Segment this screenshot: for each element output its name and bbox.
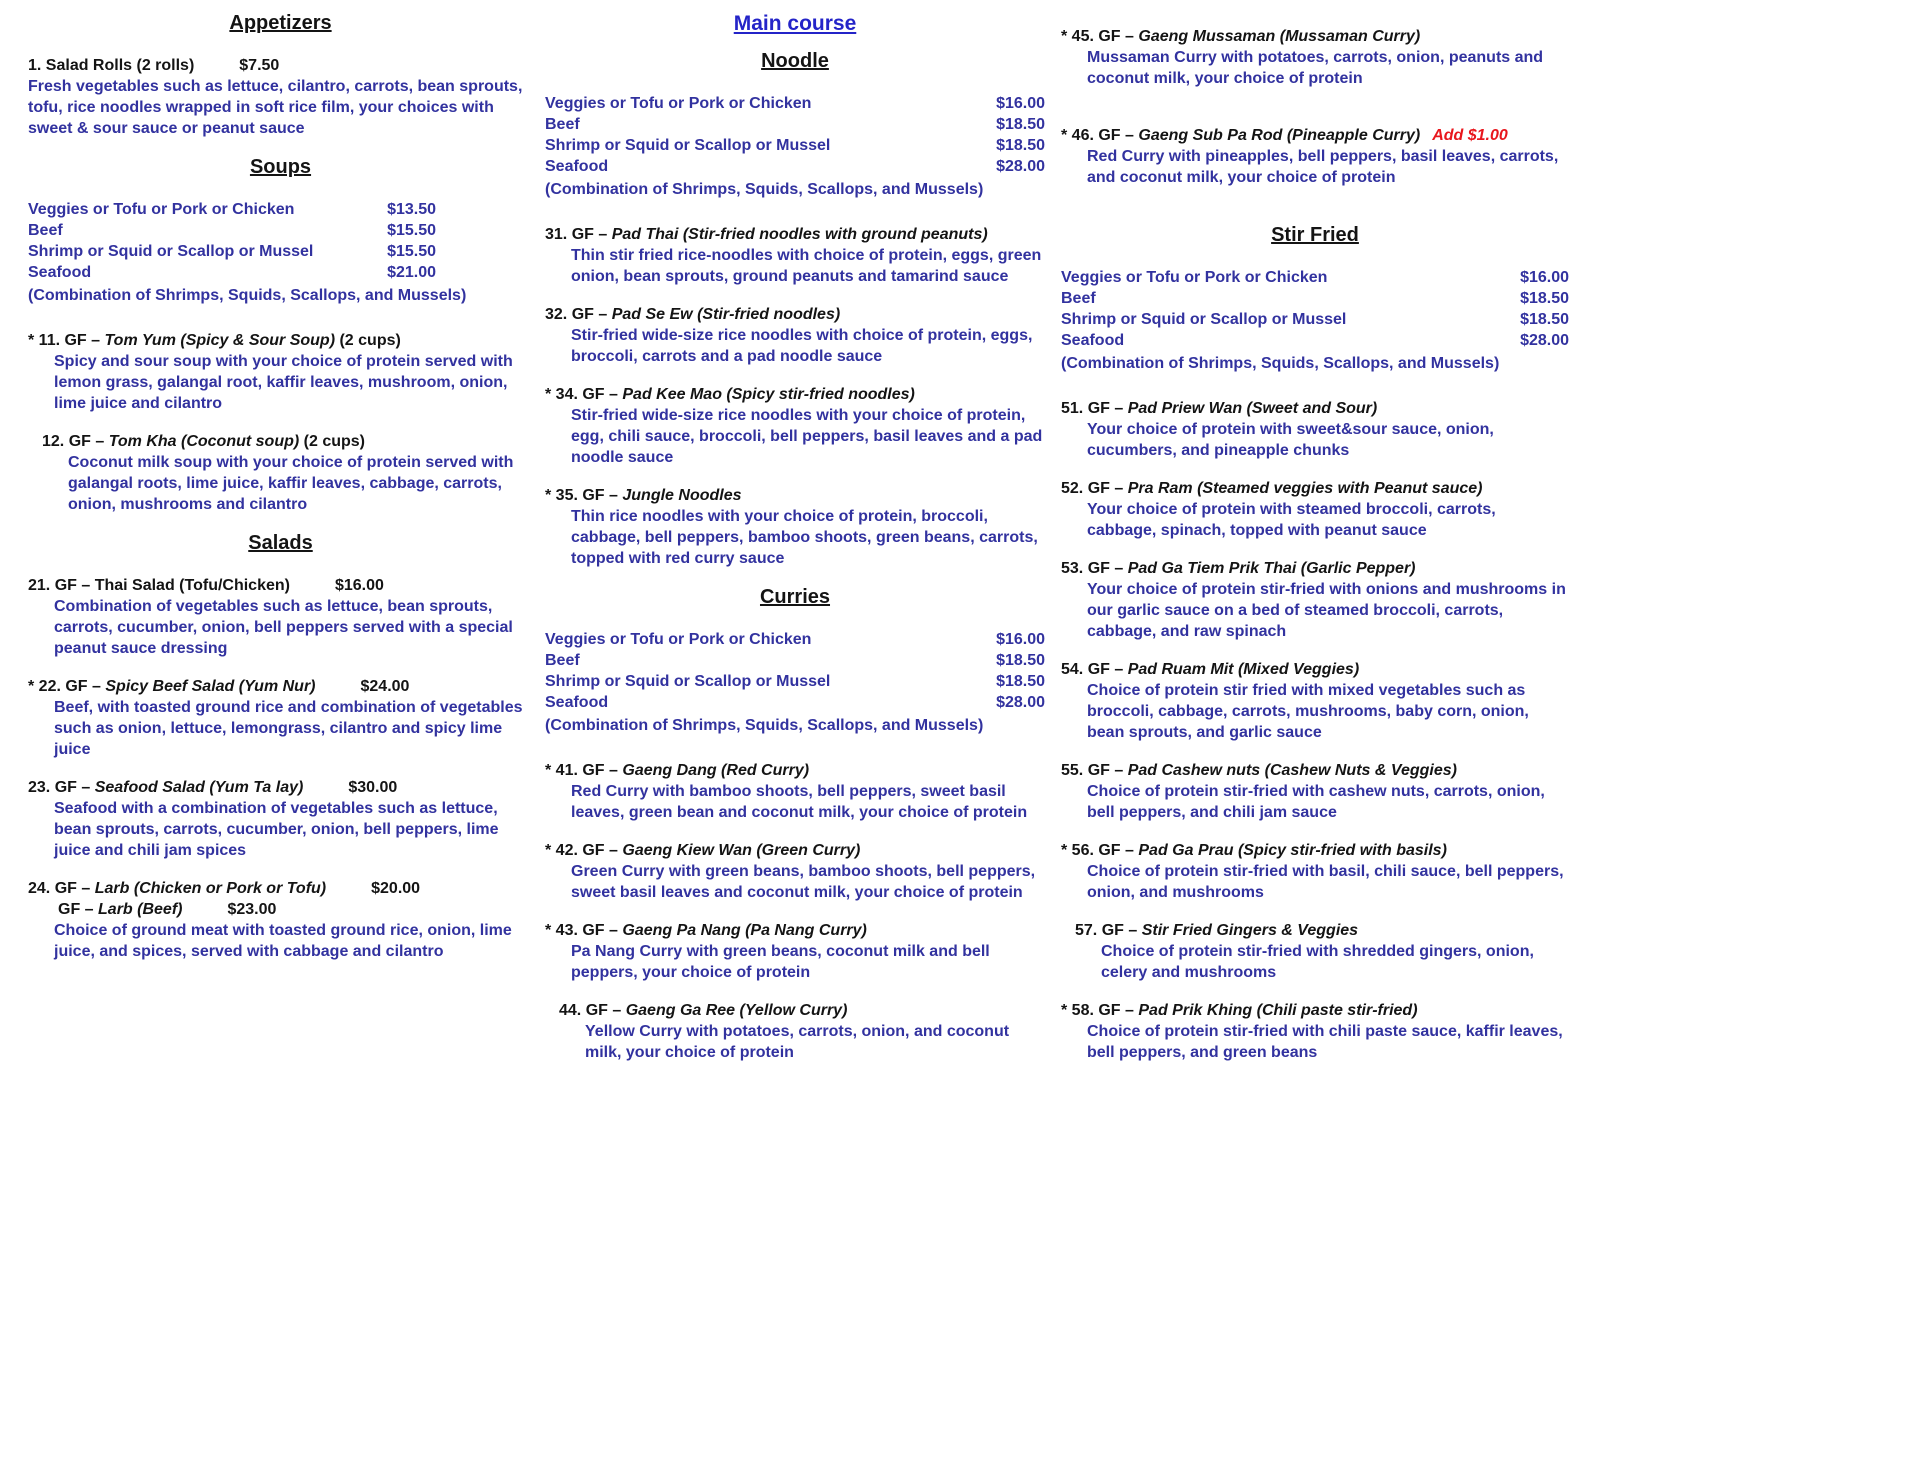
protein-option-price: $15.50 (387, 222, 436, 239)
item-title (545, 384, 1045, 405)
protein-option-label: Beef (1061, 290, 1096, 307)
dish-name: Spicy Beef Salad (Yum Nur) (105, 678, 316, 695)
item-title (1061, 760, 1569, 781)
item-number: 56. (1071, 842, 1099, 859)
protein-option-price: $18.50 (996, 137, 1045, 154)
price-row (1061, 309, 1569, 330)
item-number: 43. (555, 922, 583, 939)
section-title-salads: Salads (248, 532, 313, 554)
item-description: Choice of protein stir-fried with basil, chili sauce, bell peppers, onion, and mushrooms (1087, 863, 1564, 901)
dish-name: Pad Kee Mao (Spicy stir-fried noodles) (622, 386, 915, 403)
item-description: Yellow Curry with potatoes, carrots, onion, and coconut milk, your choice of protein (585, 1023, 1010, 1061)
protein-option-label: Shrimp or Squid or Scallop or Mussel (545, 673, 831, 690)
item-description: Stir-fried wide-size rice noodles with choice of protein, eggs, broccoli, carrots and a pad noodle sauce (571, 327, 1033, 365)
dish-name: Gaeng Pa Nang (Pa Nang Curry) (622, 922, 867, 939)
gluten-free-label: GF – (64, 332, 105, 349)
item-number: 32. (545, 306, 572, 323)
gluten-free-label: GF – (582, 487, 623, 504)
gluten-free-label: GF – (54, 880, 95, 897)
section-appetizers (28, 12, 533, 139)
item-number: 52. (1061, 480, 1088, 497)
item-title (545, 485, 1045, 506)
spicy-star-marker: * (28, 332, 39, 349)
dish-name: Tom Yum (Spicy & Sour Soup) (104, 332, 336, 349)
menu-item-53 (1061, 558, 1569, 642)
section-title-stir-fried: Stir Fried (1271, 224, 1359, 246)
item-description: Stir-fried wide-size rice noodles with your choice of protein, egg, chili sauce, broccoli, bell peppers, basil leaves and a pad noodle sauce (571, 407, 1043, 466)
section-title-noodle: Noodle (761, 50, 829, 72)
spicy-star-marker: * (1061, 28, 1072, 45)
item-number: 42. (555, 842, 583, 859)
spicy-star-marker: * (545, 922, 556, 939)
protein-option-price: $16.00 (1520, 269, 1569, 286)
gluten-free-label: GF – (58, 901, 99, 918)
item-title (28, 676, 533, 697)
item-title (1061, 125, 1569, 146)
menu-item-1 (28, 55, 533, 139)
item-title (28, 575, 533, 596)
menu-item-41 (545, 760, 1045, 823)
protein-option-label: Veggies or Tofu or Pork or Chicken (545, 95, 812, 112)
dish-name: Larb (Beef) (98, 901, 183, 918)
protein-option-label: Veggies or Tofu or Pork or Chicken (545, 631, 812, 648)
menu-item-45 (1061, 26, 1569, 89)
protein-option-price: $15.50 (387, 243, 436, 260)
gluten-free-label: GF – (1087, 400, 1128, 417)
item-number: 11. (38, 332, 65, 349)
price-row (545, 671, 1045, 692)
gluten-free-label: GF – (65, 678, 106, 695)
item-number: 31. (545, 226, 572, 243)
protein-option-label: Veggies or Tofu or Pork or Chicken (1061, 269, 1328, 286)
spicy-star-marker: * (545, 762, 556, 779)
item-title (1061, 478, 1569, 499)
dish-name: Pad Ga Tiem Prik Thai (Garlic Pepper) (1127, 560, 1416, 577)
item-title (1061, 558, 1569, 579)
protein-option-price: $18.50 (1520, 290, 1569, 307)
combination-footnote: (Combination of Shrimps, Squids, Scallops, and Mussels) (1061, 355, 1500, 372)
item-title (545, 920, 1045, 941)
item-description: Mussaman Curry with potatoes, carrots, onion, peanuts and coconut milk, your choice of protein (1087, 49, 1544, 87)
gluten-free-label: GF – (582, 762, 623, 779)
item-title (545, 224, 1045, 245)
item-title (545, 304, 1045, 325)
protein-option-price: $16.00 (996, 95, 1045, 112)
menu-item-21 (28, 575, 533, 659)
item-number: 58. (1071, 1002, 1099, 1019)
item-description: Choice of ground meat with toasted ground rice, onion, lime juice, and spices, served with cabbage and cilantro (54, 922, 512, 960)
dish-name: Seafood Salad (Yum Ta lay) (94, 779, 304, 796)
protein-option-label: Shrimp or Squid or Scallop or Mussel (1061, 311, 1347, 328)
protein-option-price: $18.50 (1520, 311, 1569, 328)
protein-option-label: Veggies or Tofu or Pork or Chicken (28, 201, 295, 218)
gluten-free-label: GF – (582, 386, 623, 403)
spicy-star-marker: * (545, 842, 556, 859)
price-row (545, 114, 1045, 135)
price-row (545, 156, 1045, 177)
item-title (1075, 920, 1569, 941)
item-description: Coconut milk soup with your choice of protein served with galangal roots, lime juice, kaffir leaves, cabbage, carrots, onion, mushrooms and cilantro (68, 454, 514, 513)
menu-item-24 (28, 878, 533, 962)
section-title-soups: Soups (249, 156, 312, 178)
protein-option-label: Shrimp or Squid or Scallop or Mussel (28, 243, 314, 260)
item-price: $16.00 (334, 577, 384, 594)
dish-name: Pad Priew Wan (Sweet and Sour) (1127, 400, 1378, 417)
item-number: 53. (1061, 560, 1088, 577)
item-description: Choice of protein stir-fried with chili paste sauce, kaffir leaves, bell peppers, and green beans (1087, 1023, 1563, 1061)
item-description: Your choice of protein stir-fried with onions and mushrooms in our garlic sauce on a bed of steamed broccoli, carrots, cabbage, and raw spinach (1087, 581, 1566, 640)
protein-option-label: Beef (545, 116, 580, 133)
gluten-free-label: GF – (68, 433, 109, 450)
spicy-star-marker: * (545, 386, 556, 403)
menu-item-58 (1061, 1000, 1569, 1063)
protein-option-price: $18.50 (996, 652, 1045, 669)
gluten-free-label: GF – (54, 779, 95, 796)
price-row (28, 241, 436, 262)
price-row (545, 692, 1045, 713)
menu-item-31 (545, 224, 1045, 287)
menu-item-54 (1061, 659, 1569, 743)
item-title (28, 777, 533, 798)
dish-name: Pad Se Ew (Stir-fried noodles) (611, 306, 841, 323)
item-number: 34. (555, 386, 583, 403)
dish-name: Jungle Noodles (622, 487, 742, 504)
protein-option-label: Seafood (28, 264, 92, 281)
menu-item-43 (545, 920, 1045, 983)
item-description: Choice of protein stir-fried with cashew nuts, carrots, onion, bell peppers, and chili jam sauce (1087, 783, 1545, 821)
item-description: Spicy and sour soup with your choice of protein served with lemon grass, galangal root, kaffir leaves, mushroom, onion, lime juice and cilantro (54, 353, 513, 412)
protein-option-label: Seafood (1061, 332, 1125, 349)
menu-item-46 (1061, 125, 1569, 188)
item-price: $24.00 (360, 678, 410, 695)
protein-option-price: $28.00 (996, 694, 1045, 711)
menu-item-56 (1061, 840, 1569, 903)
gluten-free-label: GF – (582, 842, 623, 859)
dish-name: Gaeng Sub Pa Rod (Pineapple Curry) (1138, 127, 1421, 144)
gluten-free-label: GF – (1098, 1002, 1139, 1019)
item-title (1061, 26, 1569, 47)
dish-name: Salad Rolls (2 rolls) (45, 57, 195, 74)
section-soups (28, 156, 533, 515)
protein-price-list (1061, 267, 1569, 351)
price-row (1061, 267, 1569, 288)
item-number: 45. (1071, 28, 1099, 45)
gluten-free-label: GF – (585, 1002, 626, 1019)
price-row (545, 93, 1045, 114)
protein-option-label: Seafood (545, 694, 609, 711)
protein-option-label: Seafood (545, 158, 609, 175)
item-title (42, 431, 533, 452)
price-row (1061, 288, 1569, 309)
item-title (28, 878, 533, 899)
gluten-free-label: GF – (1098, 127, 1139, 144)
dish-name: Pad Ga Prau (Spicy stir-fried with basils) (1138, 842, 1447, 859)
menu-item-32 (545, 304, 1045, 367)
dish-name: Pad Thai (Stir-fried noodles with ground peanuts) (611, 226, 988, 243)
gluten-free-label: GF – (1087, 560, 1128, 577)
price-row (28, 199, 436, 220)
item-title-extra-line (58, 899, 533, 920)
menu-item-57 (1061, 920, 1569, 983)
menu-item-34 (545, 384, 1045, 468)
surcharge-note: Add $1.00 (1432, 127, 1508, 144)
section-title-appetizers: Appetizers (229, 12, 332, 34)
protein-option-price: $21.00 (387, 264, 436, 281)
item-number: 55. (1061, 762, 1088, 779)
protein-option-price: $13.50 (387, 201, 436, 218)
item-number: 22. (38, 678, 66, 695)
dish-name: Pad Ruam Mit (Mixed Veggies) (1127, 661, 1360, 678)
item-number: 21. (28, 577, 55, 594)
price-row (545, 135, 1045, 156)
price-row (28, 262, 436, 283)
menu-item-55 (1061, 760, 1569, 823)
menu-item-12 (28, 431, 533, 515)
gluten-free-label: GF – (1098, 842, 1139, 859)
item-price: $30.00 (348, 779, 398, 796)
gluten-free-label: GF – (54, 577, 95, 594)
price-row (545, 650, 1045, 671)
item-title (1061, 659, 1569, 680)
gluten-free-label: GF – (1087, 661, 1128, 678)
section-noodle (545, 50, 1045, 569)
spicy-star-marker: * (1061, 127, 1072, 144)
dish-name: Pad Cashew nuts (Cashew Nuts & Veggies) (1127, 762, 1457, 779)
gluten-free-label: GF – (582, 922, 623, 939)
item-number: 41. (555, 762, 583, 779)
menu-item-22 (28, 676, 533, 760)
item-title (28, 330, 533, 351)
item-price: $23.00 (227, 901, 277, 918)
item-number: 12. (42, 433, 69, 450)
item-description: Your choice of protein with steamed broccoli, carrots, cabbage, spinach, topped with peanut sauce (1087, 501, 1496, 539)
dish-name: Pra Ram (Steamed veggies with Peanut sauce) (1127, 480, 1483, 497)
item-number: 57. (1075, 922, 1102, 939)
menu-item-51 (1061, 398, 1569, 461)
item-number: 46. (1071, 127, 1099, 144)
menu-item-44 (545, 1000, 1045, 1063)
menu-column-right (1061, 12, 1569, 1080)
item-description: Seafood with a combination of vegetables such as lettuce, bean sprouts, carrots, cucumber, onion, bell peppers, lime juice and chili jam spices (54, 800, 499, 859)
protein-price-list (545, 93, 1045, 177)
menu-item-11 (28, 330, 533, 414)
item-description: Fresh vegetables such as lettuce, cilantro, carrots, bean sprouts, tofu, rice noodles wrapped in soft rice film, your choices with sweet & sour sauce or peanut sauce (28, 78, 523, 137)
item-number: 1. (28, 57, 46, 74)
item-title (1061, 840, 1569, 861)
price-row (1061, 330, 1569, 351)
item-description: Thin stir fried rice-noodles with choice of protein, eggs, green onion, bean sprouts, ground peanuts and tamarind sauce (571, 247, 1042, 285)
item-number: 54. (1061, 661, 1088, 678)
section-salads (28, 532, 533, 962)
item-description: Choice of protein stir-fried with shredded gingers, onion, celery and mushrooms (1101, 943, 1534, 981)
item-description: Combination of vegetables such as lettuce, bean sprouts, carrots, cucumber, onion, bell peppers served with a special peanut sauce dressing (54, 598, 513, 657)
item-suffix: (2 cups) (335, 332, 401, 349)
section-curries (545, 586, 1045, 1063)
gluten-free-label: GF – (1087, 762, 1128, 779)
protein-price-list (545, 629, 1045, 713)
spicy-star-marker: * (1061, 842, 1072, 859)
gluten-free-label: GF – (1101, 922, 1142, 939)
item-suffix: (2 cups) (299, 433, 365, 450)
protein-option-price: $18.50 (996, 116, 1045, 133)
dish-name: Pad Prik Khing (Chili paste stir-fried) (1138, 1002, 1418, 1019)
spicy-star-marker: * (545, 487, 556, 504)
combination-footnote: (Combination of Shrimps, Squids, Scallops, and Mussels) (28, 287, 467, 304)
item-title (1061, 1000, 1569, 1021)
protein-option-label: Beef (28, 222, 63, 239)
protein-option-price: $16.00 (996, 631, 1045, 648)
item-number: 51. (1061, 400, 1088, 417)
section-curries-continued (1061, 26, 1569, 188)
menu-column-middle (545, 12, 1045, 1080)
menu-item-42 (545, 840, 1045, 903)
protein-option-price: $28.00 (1520, 332, 1569, 349)
item-description: Your choice of protein with sweet&sour sauce, onion, cucumbers, and pineapple chunks (1087, 421, 1494, 459)
item-description: Red Curry with pineapples, bell peppers, basil leaves, carrots, and coconut milk, your choice of protein (1087, 148, 1559, 186)
item-title (545, 760, 1045, 781)
gluten-free-label: GF – (571, 226, 612, 243)
spicy-star-marker: * (28, 678, 39, 695)
protein-option-price: $28.00 (996, 158, 1045, 175)
menu-item-35 (545, 485, 1045, 569)
dish-name: Gaeng Kiew Wan (Green Curry) (622, 842, 861, 859)
item-number: 24. (28, 880, 55, 897)
item-description: Thin rice noodles with your choice of protein, broccoli, cabbage, bell peppers, bamboo shoots, green beans, carrots, topped with red curry sauce (571, 508, 1038, 567)
item-description: Green Curry with green beans, bamboo shoots, bell peppers, sweet basil leaves and coconut milk, your choice of protein (571, 863, 1036, 901)
menu-item-52 (1061, 478, 1569, 541)
menu-item-23 (28, 777, 533, 861)
protein-option-price: $18.50 (996, 673, 1045, 690)
item-title (28, 55, 533, 76)
section-stir-fried (1061, 224, 1569, 1063)
item-description: Choice of protein stir fried with mixed vegetables such as broccoli, cabbage, carrots, mushrooms, baby corn, onion, bean sprouts, and garlic sauce (1087, 682, 1529, 741)
protein-option-label: Beef (545, 652, 580, 669)
item-title (1061, 398, 1569, 419)
item-price: $20.00 (371, 880, 421, 897)
menu-column-left (28, 12, 533, 1080)
section-title-curries: Curries (759, 586, 831, 608)
combination-footnote: (Combination of Shrimps, Squids, Scallops, and Mussels) (545, 181, 984, 198)
dish-name: Gaeng Ga Ree (Yellow Curry) (625, 1002, 848, 1019)
spicy-star-marker: * (1061, 1002, 1072, 1019)
gluten-free-label: GF – (1087, 480, 1128, 497)
item-price: $7.50 (239, 57, 280, 74)
price-row (28, 220, 436, 241)
item-description: Red Curry with bamboo shoots, bell peppers, sweet basil leaves, green bean and coconut milk, your choice of protein (571, 783, 1028, 821)
item-number: 44. (559, 1002, 586, 1019)
price-row (545, 629, 1045, 650)
dish-name: Larb (Chicken or Pork or Tofu) (94, 880, 327, 897)
gluten-free-label: GF – (1098, 28, 1139, 45)
dish-name: Tom Kha (Coconut soup) (108, 433, 300, 450)
gluten-free-label: GF – (571, 306, 612, 323)
item-description: Pa Nang Curry with green beans, coconut milk and bell peppers, your choice of protein (571, 943, 990, 981)
item-description: Beef, with toasted ground rice and combination of vegetables such as onion, lettuce, lemongrass, cilantro and spicy lime juice (54, 699, 523, 758)
dish-name: Stir Fried Gingers & Veggies (1141, 922, 1359, 939)
item-title (559, 1000, 1045, 1021)
item-title (545, 840, 1045, 861)
main-course-header: Main course (733, 12, 857, 35)
protein-price-list (28, 199, 533, 283)
dish-name: Gaeng Dang (Red Curry) (622, 762, 810, 779)
combination-footnote: (Combination of Shrimps, Squids, Scallops, and Mussels) (545, 717, 984, 734)
dish-name: Gaeng Mussaman (Mussaman Curry) (1138, 28, 1421, 45)
dish-name: Thai Salad (Tofu/Chicken) (94, 577, 290, 594)
protein-option-label: Shrimp or Squid or Scallop or Mussel (545, 137, 831, 154)
item-number: 35. (555, 487, 583, 504)
item-number: 23. (28, 779, 55, 796)
